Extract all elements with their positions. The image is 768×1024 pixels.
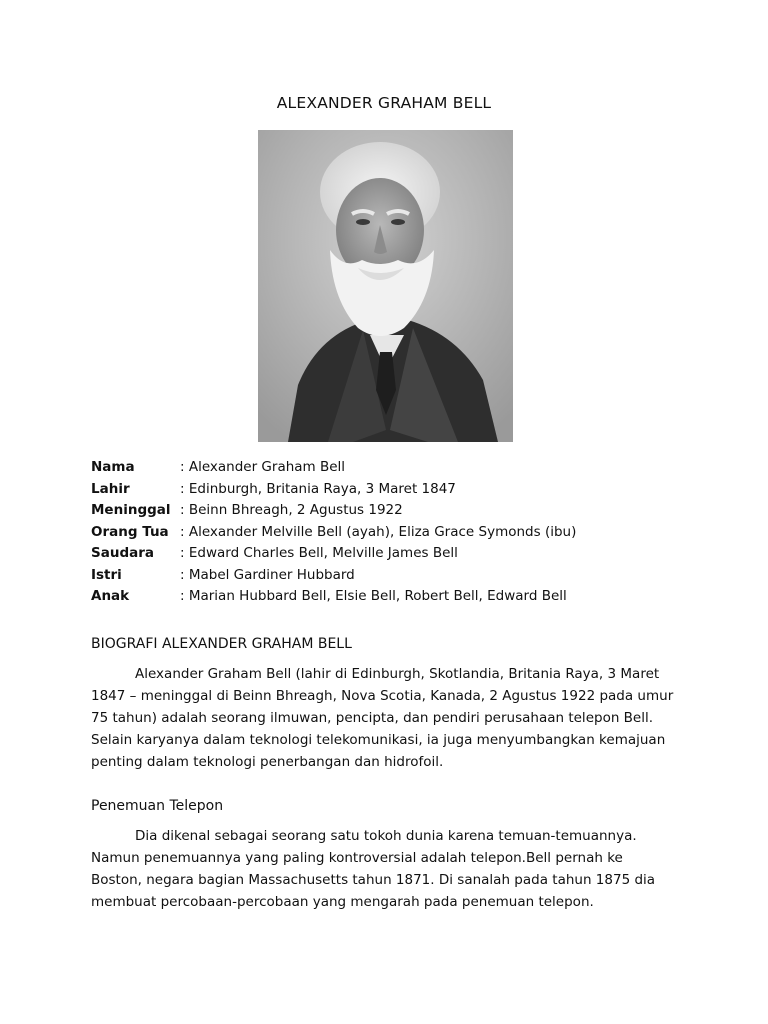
info-label: Anak [91,588,130,604]
info-row-lahir [91,479,576,501]
info-label: Orang Tua [91,523,169,540]
info-value: : Alexander Melville Bell (ayah), Eliza Grace Symonds (ibu) [180,523,577,540]
info-label: Istri [91,566,122,583]
info-row-anak [91,586,576,608]
info-value: : Edward Charles Bell, Melville James Bell [180,545,458,561]
page-title: ALEXANDER GRAHAM BELL [276,94,492,112]
info-row-nama [91,457,576,479]
info-row-saudara [91,543,576,565]
info-row-istri [91,565,576,587]
info-value: : Edinburgh, Britania Raya, 3 Maret 1847 [180,480,456,497]
info-label: Lahir [91,480,130,497]
info-row-meninggal [91,500,576,522]
biography-paragraph: Alexander Graham Bell (lahir di Edinburgh, Skotlandia, Britania Raya, 3 Maret 1847 – meninggal di Beinn Bhreagh, Nova Scotia, Kanada, 2 Agustus 1922 pada umur 75 tahun) adalah seorang ilmuwan, pencipta, dan pendiri perusahaan telepon Bell. Selain karyanya dalam teknologi telekomunikasi, ia juga menyumbangkan kemajuan penting dalam teknologi penerbangan dan hidrofoil. [91,666,674,770]
info-value: : Alexander Graham Bell [180,459,346,475]
profile-info-table [91,457,576,608]
info-label: Nama [91,459,135,475]
info-value: : Beinn Bhreagh, 2 Agustus 1922 [180,502,403,518]
telephone-heading: Penemuan Telepon [91,798,224,814]
info-row-orang-tua [91,522,576,544]
info-label: Meninggal [91,502,171,518]
info-label: Saudara [91,545,154,561]
info-value: : Marian Hubbard Bell, Elsie Bell, Robert Bell, Edward Bell [180,588,567,604]
telephone-paragraph: Dia dikenal sebagai seorang satu tokoh dunia karena temuan-temuannya. Namun penemuannya yang paling kontroversial adalah telepon.Bell pernah ke Boston, negara bagian Massachusetts tahun 1871. Di sanalah pada tahun 1875 dia membuat percobaan-percobaan yang mengarah pada penemuan telepon. [91,828,656,910]
portrait-photo [258,130,513,442]
info-value: : Mabel Gardiner Hubbard [180,566,355,583]
biography-heading: BIOGRAFI ALEXANDER GRAHAM BELL [91,636,352,652]
